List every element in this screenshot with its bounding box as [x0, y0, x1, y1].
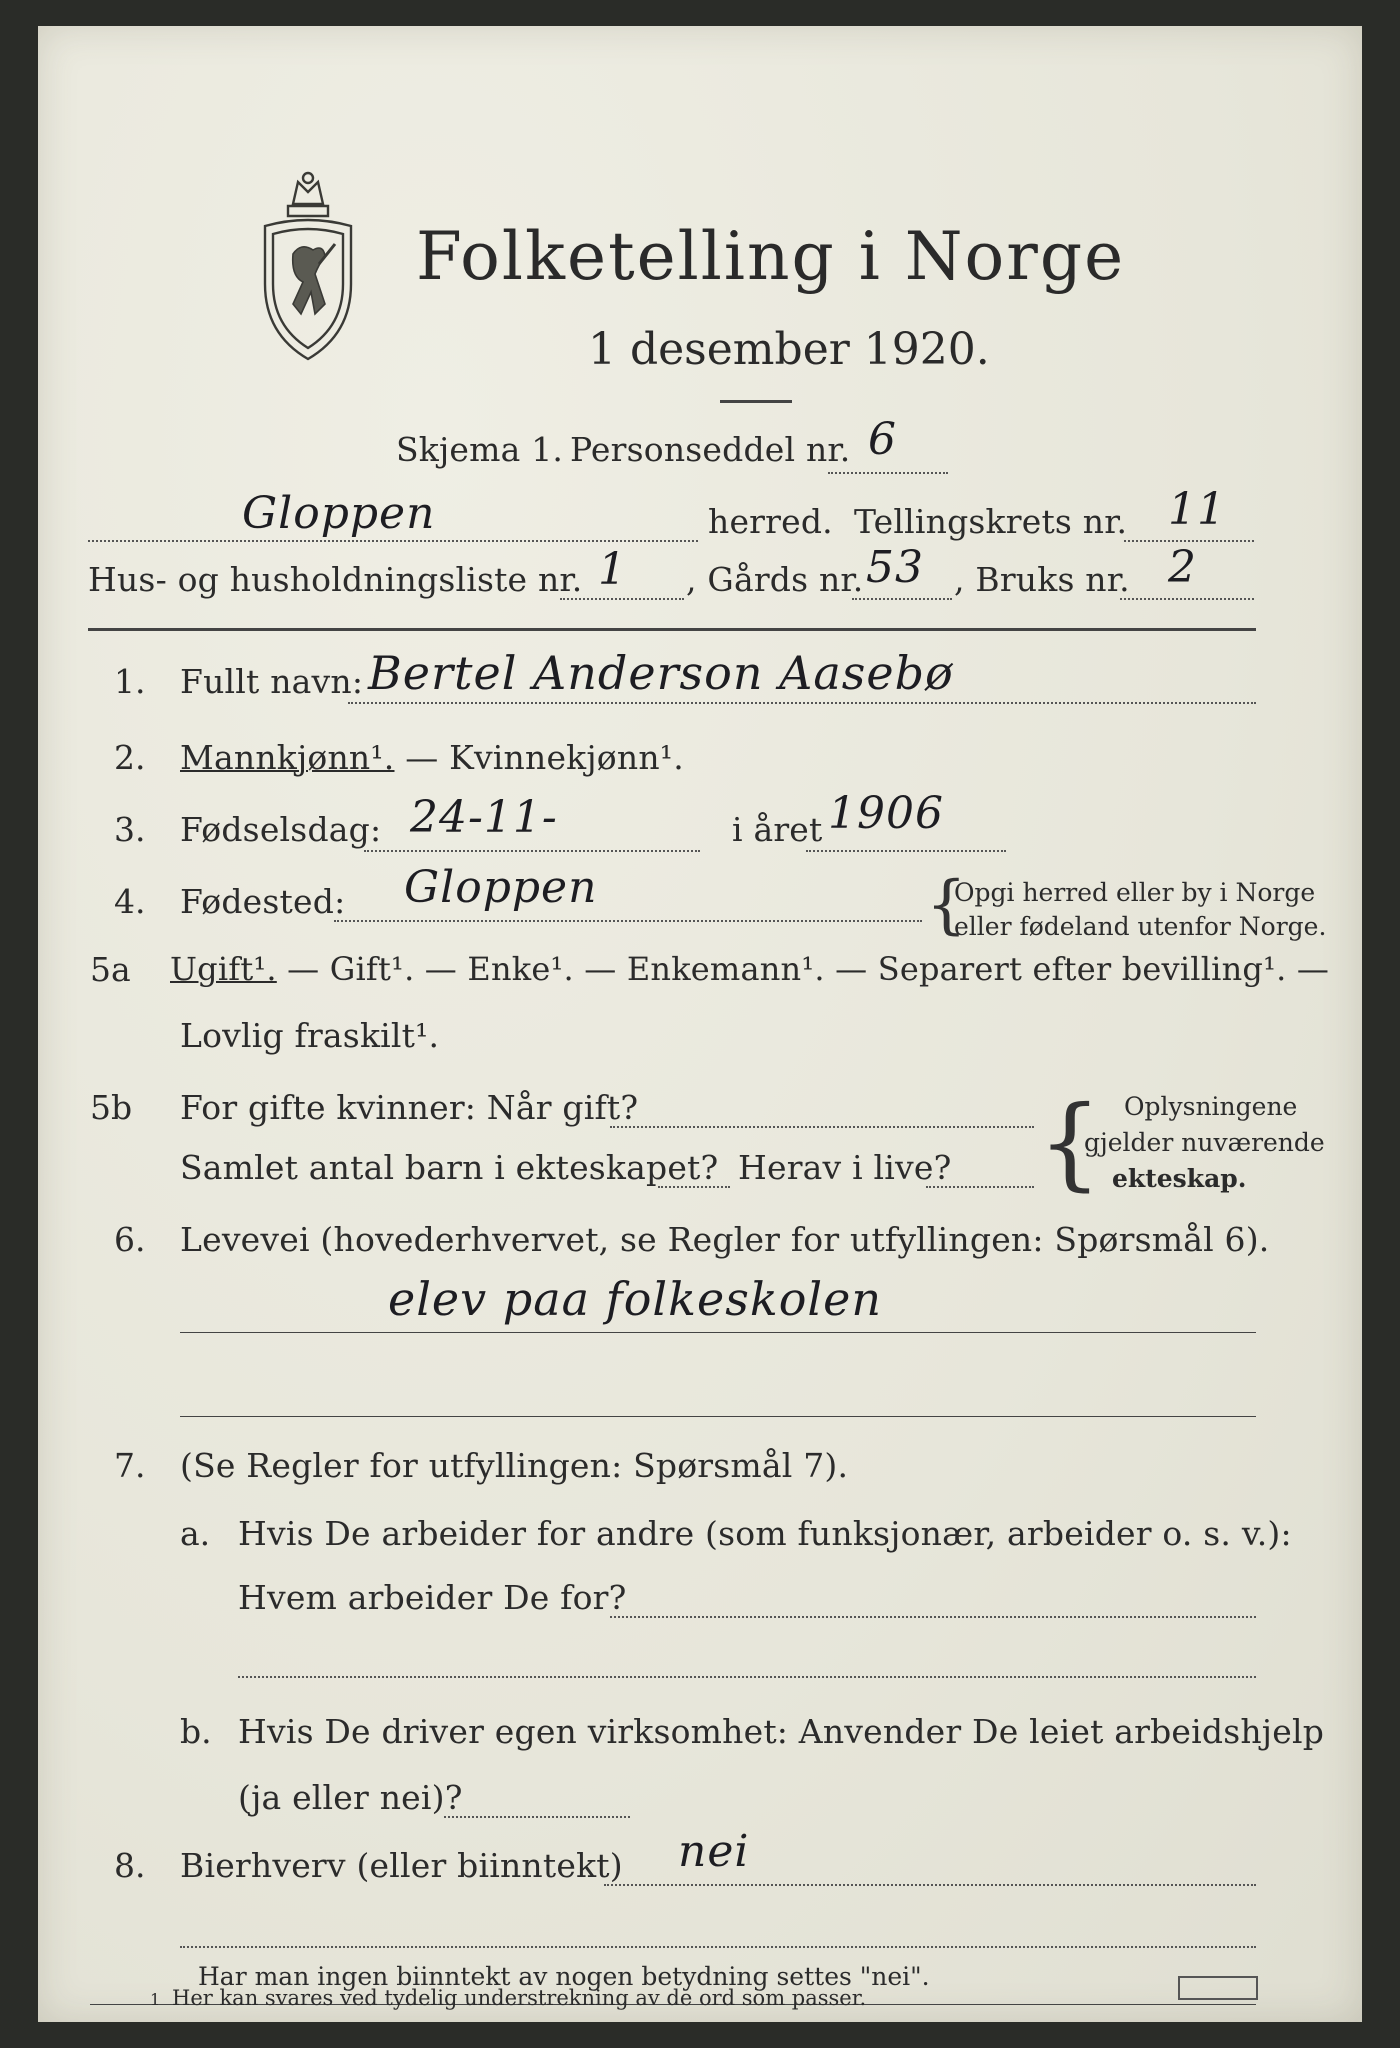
q7a-line2: Hvem arbeider De for?: [238, 1578, 627, 1617]
birthdate-value[interactable]: 24-11-: [410, 792, 558, 843]
q4-note-brace: {: [926, 868, 967, 942]
q4-label: Fødested:: [180, 882, 346, 921]
gender-male-label: Mannkjønn¹.: [180, 738, 395, 777]
q5b-note-line1: Oplysningene: [1124, 1092, 1298, 1121]
marital-other-options: — Gift¹. — Enke¹. — Enkemann¹. — Separert efter bevilling¹. —: [276, 950, 1330, 988]
hus-value[interactable]: 1: [598, 544, 627, 595]
full-name-value[interactable]: Bertel Anderson Aasebø: [368, 646, 954, 700]
q7-label: (Se Regler for utfyllingen: Spørsmål 7).: [180, 1446, 849, 1485]
tellingskrets-label: Tellingskrets nr.: [854, 502, 1128, 541]
q4-number: 4.: [114, 882, 146, 921]
gender-separator: —: [394, 738, 450, 777]
title-divider: [720, 400, 792, 403]
q7b-line2: (ja eller nei)?: [238, 1778, 463, 1817]
form-title: Folketelling i Norge: [416, 218, 1126, 295]
printer-stamp-icon: [1178, 1976, 1258, 2000]
birth-year-value[interactable]: 1906: [828, 788, 944, 839]
gender-male-option[interactable]: [180, 738, 684, 777]
q6-number: 6.: [114, 1220, 146, 1259]
marital-status-options[interactable]: [170, 950, 1329, 988]
q5b-note-line2: gjelder nuværende: [1084, 1128, 1325, 1157]
footnote-number: 1: [150, 1990, 161, 2009]
hus-label: Hus- og husholdningsliste nr.: [88, 560, 583, 599]
q7a-line1: Hvis De arbeider for andre (som funksjonær, arbeider o. s. v.):: [238, 1514, 1292, 1553]
q1-label: Fullt navn:: [180, 662, 364, 701]
q1-number: 1.: [114, 662, 146, 701]
q7-number: 7.: [114, 1446, 146, 1485]
q8-label: Bierhverv (eller biinntekt): [180, 1846, 623, 1885]
herred-value[interactable]: Gloppen: [242, 488, 436, 539]
q7a-number: a.: [180, 1514, 211, 1553]
q5b-note-line3: ekteskap.: [1112, 1164, 1247, 1193]
tellingskrets-value[interactable]: 11: [1168, 484, 1226, 535]
personseddel-value[interactable]: 6: [868, 414, 897, 465]
occupation-value[interactable]: elev paa folkeskolen: [388, 1272, 882, 1326]
census-form-page: [38, 26, 1362, 2022]
q3-label: Fødselsdag:: [180, 810, 382, 849]
census-date: 1 desember 1920.: [588, 324, 990, 375]
q7b-line1: Hvis De driver egen virksomhet: Anvender De leiet arbeidshjelp: [238, 1712, 1325, 1751]
bruks-label: , Bruks nr.: [954, 560, 1130, 599]
marital-ugift-label: Ugift¹.: [170, 950, 277, 988]
norway-coat-of-arms-icon: [253, 164, 363, 364]
q4-note-line1: Opgi herred eller by i Norge: [954, 878, 1316, 907]
personseddel-label: Personseddel nr.: [570, 430, 851, 469]
q8-number: 8.: [114, 1846, 146, 1885]
footnote-text: Her kan svares ved tydelig understrekning av de ord som passer.: [172, 1986, 867, 2010]
q5b-note-brace: {: [1038, 1084, 1102, 1201]
schema-label: Skjema 1.: [396, 430, 564, 469]
q5b-children-alive: Herav i live?: [738, 1148, 952, 1187]
q5a-number: 5a: [90, 950, 131, 989]
q4-note-line2: eller fødeland utenfor Norge.: [954, 912, 1327, 941]
birthplace-value[interactable]: Gloppen: [404, 862, 598, 913]
bruks-value[interactable]: 2: [1168, 542, 1197, 593]
year-label: i året: [732, 810, 823, 849]
gender-female-label: Kvinnekjønn¹.: [449, 738, 684, 777]
gards-value[interactable]: 53: [866, 542, 924, 593]
q5b-children-total: Samlet antal barn i ekteskapet?: [180, 1148, 719, 1187]
q6-label: Levevei (hovederhvervet, se Regler for utfyllingen: Spørsmål 6).: [180, 1220, 1270, 1259]
side-income-value[interactable]: nei: [678, 1826, 750, 1877]
marital-lovlig-fraskilt: Lovlig fraskilt¹.: [180, 1016, 440, 1055]
gards-label: , Gårds nr.: [686, 560, 864, 599]
q2-number: 2.: [114, 738, 146, 777]
q5b-married-when: For gifte kvinner: Når gift?: [180, 1088, 639, 1127]
q5b-number: 5b: [90, 1088, 133, 1127]
header-rule: [88, 628, 1256, 631]
q3-number: 3.: [114, 810, 146, 849]
herred-label: herred.: [708, 502, 833, 541]
nei-instruction: Har man ingen biinntekt av nogen betydning settes "nei".: [198, 1962, 930, 1991]
q7b-number: b.: [180, 1712, 212, 1751]
